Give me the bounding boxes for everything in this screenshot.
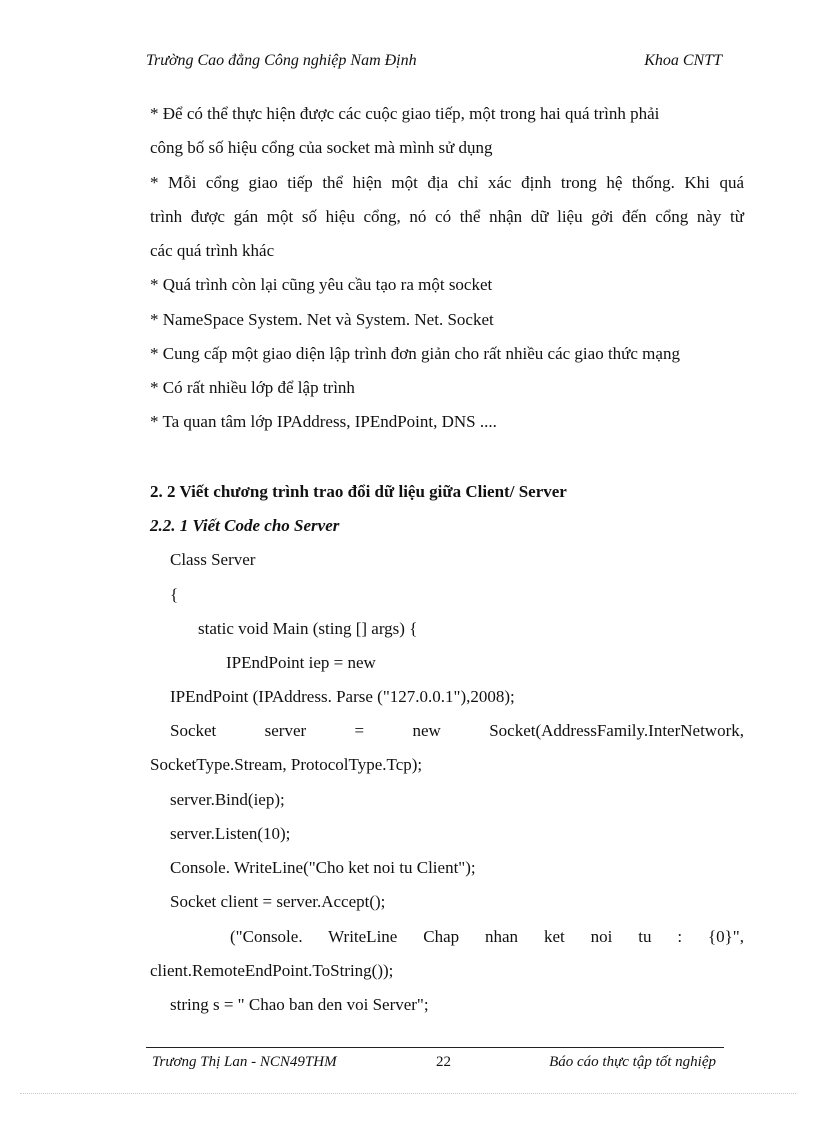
- code-line: IPEndPoint iep = new: [226, 653, 376, 672]
- body-line: * Để có thể thực hiện được các cuộc giao tiếp, một trong hai quá trình phải: [150, 104, 660, 123]
- body-line: * Có rất nhiều lớp để lập trình: [150, 378, 355, 397]
- code-line: client.RemoteEndPoint.ToString());: [150, 961, 394, 980]
- code-line: {: [170, 585, 179, 604]
- subsection-heading: 2.2. 1 Viết Code cho Server: [150, 516, 340, 535]
- code-line: server.Bind(iep);: [170, 790, 285, 809]
- code-line: string s = " Chao ban den voi Server";: [170, 995, 429, 1014]
- page-number: 22: [436, 1054, 451, 1070]
- body-line: * NameSpace System. Net và System. Net. Socket: [150, 310, 494, 329]
- code-line: Socket server = new Socket(AddressFamily.InterNetwork,: [170, 721, 744, 740]
- footer-author: Trương Thị Lan - NCN49THM: [152, 1054, 337, 1070]
- code-line: server.Listen(10);: [170, 824, 291, 843]
- body-line: trình được gán một số hiệu cổng, nó có thể nhận dữ liệu gởi đến cổng này từ: [150, 207, 744, 226]
- body-line: các quá trình khác: [150, 241, 275, 260]
- code-line: static void Main (sting [] args) {: [198, 619, 418, 638]
- body-line: công bố số hiệu cổng của socket mà mình sử dụng: [150, 138, 493, 157]
- header-school: Trường Cao đẳng Công nghiệp Nam Định: [146, 52, 417, 69]
- code-line: IPEndPoint (IPAddress. Parse ("127.0.0.1"),2008);: [170, 687, 515, 706]
- body-line: * Cung cấp một giao diện lập trình đơn giản cho rất nhiều các giao thức mạng: [150, 344, 680, 363]
- page-footer: [152, 1054, 716, 1076]
- code-line: Socket client = server.Accept();: [170, 892, 386, 911]
- body-line: * Ta quan tâm lớp IPAddress, IPEndPoint, DNS ....: [150, 412, 497, 431]
- footer-report-title: Báo cáo thực tập tốt nghiệp: [549, 1054, 716, 1070]
- body-line: * Mỗi cổng giao tiếp thể hiện một địa chỉ xác định trong hệ thống. Khi quá: [150, 173, 744, 192]
- code-line: Class Server: [170, 550, 256, 569]
- footer-divider: [146, 1047, 724, 1048]
- page-header: [146, 52, 722, 74]
- code-line: SocketType.Stream, ProtocolType.Tcp);: [150, 755, 423, 774]
- code-line: Console. WriteLine("Cho ket noi tu Client");: [170, 858, 476, 877]
- page-edge-divider: [20, 1093, 796, 1094]
- code-line: ("Console. WriteLine Chap nhan ket noi tu : {0}",: [230, 927, 744, 946]
- header-department: Khoa CNTT: [644, 52, 722, 69]
- body-line: * Quá trình còn lại cũng yêu cầu tạo ra một socket: [150, 275, 493, 294]
- section-heading: 2. 2 Viết chương trình trao đổi dữ liệu giữa Client/ Server: [150, 482, 567, 501]
